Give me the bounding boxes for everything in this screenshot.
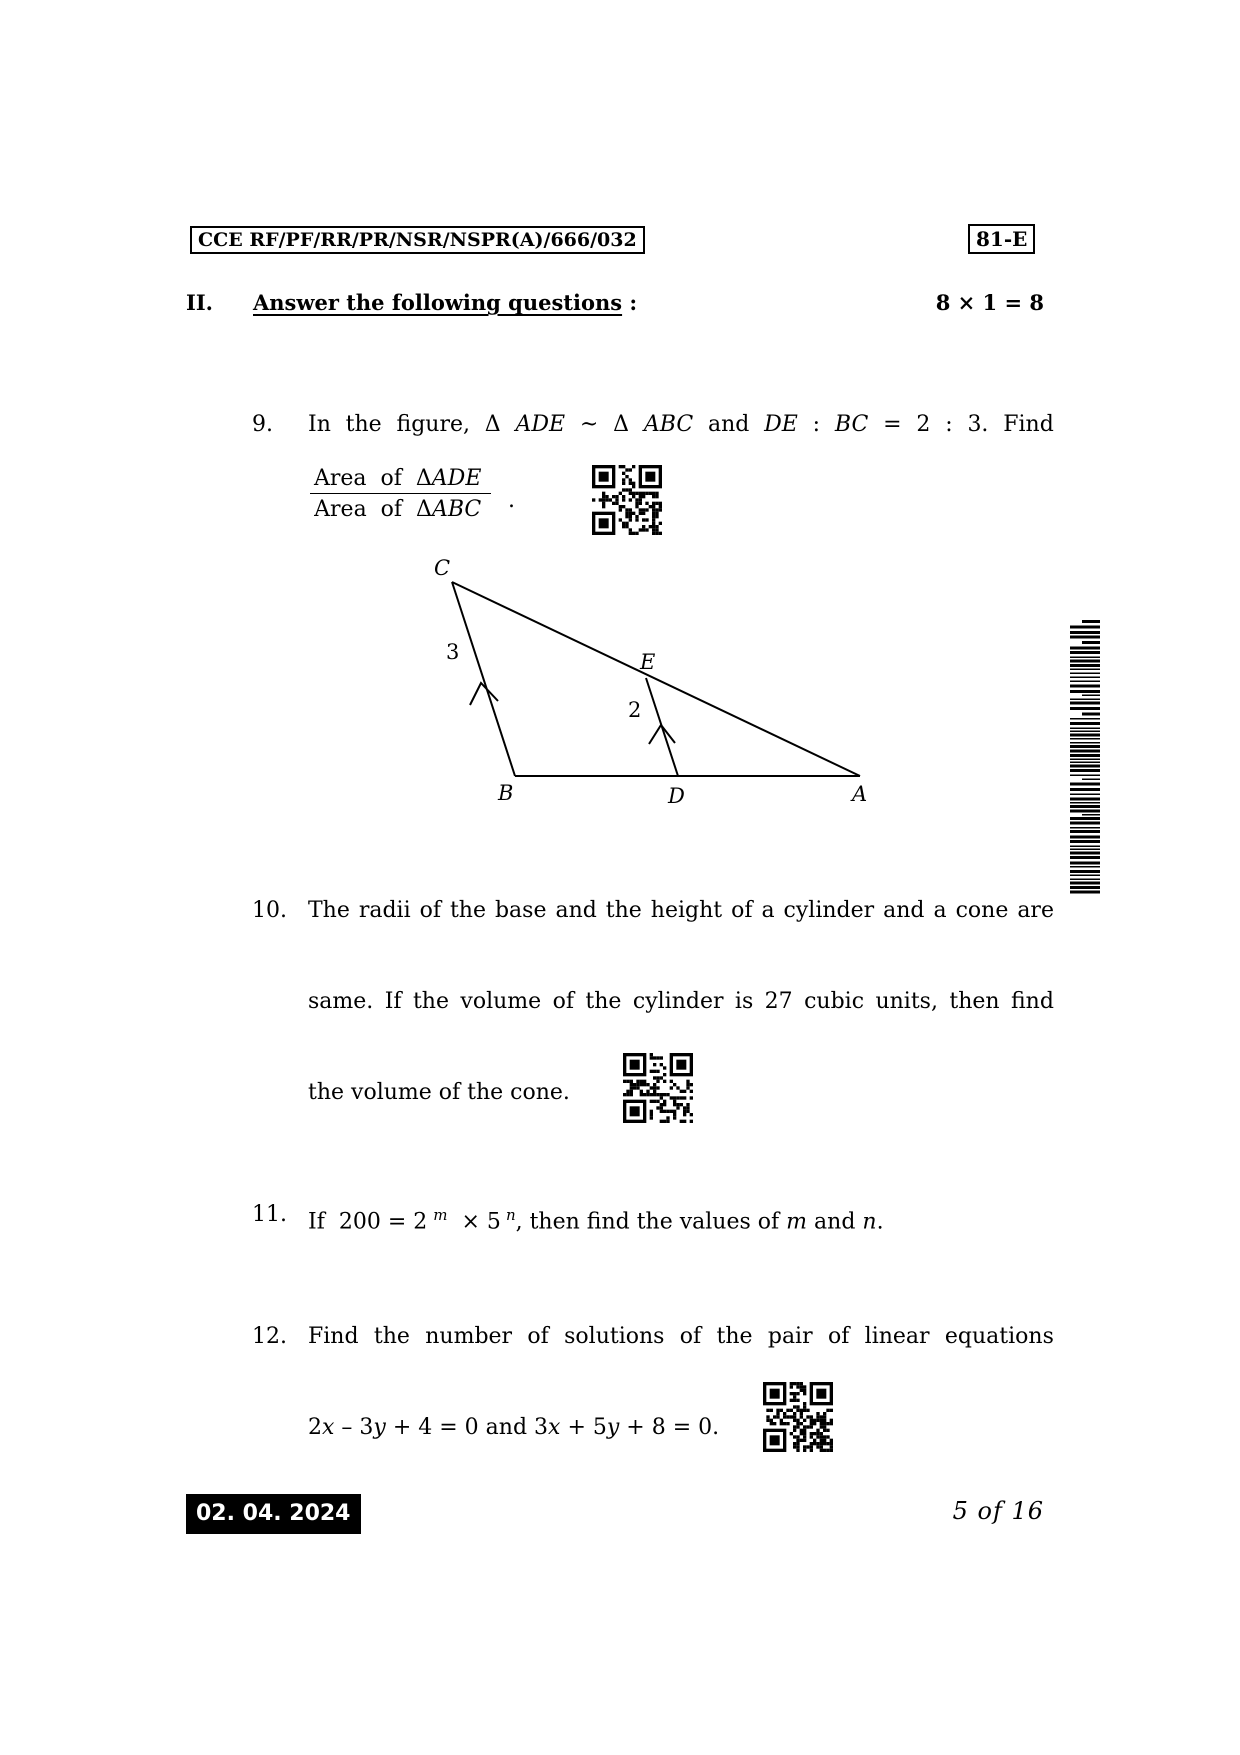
barcode-icon — [1070, 620, 1100, 895]
section-title-colon: : — [629, 290, 638, 315]
q9-period: . — [508, 488, 515, 513]
section-number: II. — [186, 290, 213, 315]
numerator-prefix: Area of Δ — [314, 466, 432, 491]
word: find — [1011, 989, 1054, 1014]
word: cone — [955, 898, 1009, 923]
word: of — [731, 898, 753, 923]
word: ADE — [515, 412, 566, 437]
q10-line3: the volume of the cone. — [308, 1080, 570, 1105]
triangle-lines — [452, 582, 860, 776]
word: the — [345, 412, 382, 437]
q11-text — [308, 1202, 884, 1235]
segment-cb — [452, 582, 515, 776]
word: Δ — [484, 412, 501, 437]
word: height — [650, 898, 723, 923]
label-ed-length: 2 — [628, 698, 642, 722]
qr-code-icon — [592, 465, 662, 535]
period: . — [876, 1209, 884, 1235]
word: of — [827, 1324, 850, 1349]
word: the — [716, 1324, 753, 1349]
label-cb-length: 3 — [446, 640, 460, 664]
label-b: B — [498, 781, 514, 805]
eq-var: y — [606, 1415, 620, 1440]
word: the — [605, 898, 642, 923]
word: Find — [1003, 412, 1054, 437]
eq-var: y — [373, 1415, 386, 1440]
word: a — [933, 898, 947, 923]
word: BC — [834, 412, 869, 437]
word: is — [734, 989, 754, 1014]
q10-line1 — [308, 898, 1054, 924]
eq-part: + 4 = 0 and 3 — [385, 1415, 549, 1440]
label-a: A — [852, 782, 868, 806]
arrow-ed-icon — [649, 725, 675, 744]
word: number — [425, 1324, 513, 1349]
word: cylinder — [783, 898, 875, 923]
equation-times: × 5 — [461, 1209, 501, 1235]
word: and — [555, 898, 597, 923]
eq-part: + 5 — [560, 1415, 607, 1440]
word: ABC — [643, 412, 694, 437]
word: of — [419, 898, 441, 923]
q12-equation — [308, 1415, 719, 1441]
paper-code: CCE RF/PF/RR/PR/NSR/NSPR(A)/666/032 — [190, 226, 645, 254]
word: of — [527, 1324, 549, 1349]
numerator-var: ADE — [431, 466, 482, 491]
arrow-cb-icon — [470, 683, 498, 705]
label-d: D — [668, 784, 685, 808]
word: Δ — [613, 412, 630, 437]
word: DE — [764, 412, 798, 437]
word: the — [412, 989, 449, 1014]
word: radii — [358, 898, 411, 923]
word: 2 — [916, 412, 931, 437]
exponent-m: m — [433, 1206, 448, 1224]
exponent-n: n — [505, 1206, 516, 1224]
word: 3. — [967, 412, 989, 437]
eq-var: x — [548, 1415, 561, 1440]
word: base — [494, 898, 547, 923]
q11-number: 11. — [252, 1202, 287, 1227]
word: of — [679, 1324, 702, 1349]
fraction-numerator — [310, 466, 491, 494]
label-e: E — [640, 650, 656, 674]
word: are — [1017, 898, 1054, 923]
equation-left: 200 = 2 — [338, 1209, 428, 1235]
word: the — [585, 989, 622, 1014]
eq-part: – 3 — [334, 1415, 374, 1440]
var-m: m — [786, 1209, 808, 1235]
word: In — [308, 412, 331, 437]
qr-code-icon — [623, 1053, 693, 1123]
word: solutions — [564, 1324, 665, 1349]
denominator-prefix: Area of Δ — [314, 497, 432, 522]
word: ~ — [579, 412, 599, 437]
word: the — [373, 1324, 410, 1349]
word: and — [707, 412, 750, 437]
word: units, — [875, 989, 938, 1014]
word: figure, — [396, 412, 470, 437]
eq-var: x — [322, 1415, 335, 1440]
q12-number: 12. — [252, 1324, 287, 1349]
word: and — [814, 1209, 856, 1235]
word: and — [883, 898, 925, 923]
q12-line1 — [308, 1324, 1054, 1350]
qr-code-icon — [763, 1382, 833, 1452]
q10-number: 10. — [252, 898, 287, 923]
eq-part: 2 — [308, 1415, 322, 1440]
q9-fraction — [310, 466, 491, 522]
exam-date: 02. 04. 2024 — [186, 1494, 361, 1534]
eq-part: + 8 = 0. — [619, 1415, 720, 1440]
q11-rest: , then find the values of — [515, 1209, 780, 1235]
word: pair — [767, 1324, 813, 1349]
word: cylinder — [632, 989, 724, 1014]
triangle-figure — [420, 555, 890, 815]
word: : — [945, 412, 953, 437]
q9-number: 9. — [252, 412, 273, 437]
denominator-var: ABC — [431, 497, 482, 522]
q9-line1 — [308, 412, 1054, 438]
paper-id: 81-E — [968, 224, 1035, 254]
fraction-denominator — [310, 494, 491, 522]
label-c: C — [434, 556, 451, 580]
word: = — [883, 412, 902, 437]
word: a — [761, 898, 775, 923]
word: 27 — [764, 989, 793, 1014]
word: then — [949, 989, 1000, 1014]
q10-line2 — [308, 989, 1054, 1015]
word: Find — [308, 1324, 359, 1349]
segment-ca — [452, 582, 860, 776]
section-marks: 8 × 1 = 8 — [935, 290, 1044, 315]
word: same. — [308, 989, 374, 1014]
word: : — [812, 412, 821, 437]
word: of — [552, 989, 574, 1014]
word: If — [308, 1209, 325, 1235]
section-title-text: Answer the following questions — [253, 290, 623, 315]
page-number: 5 of 16 — [952, 1497, 1044, 1525]
word: cubic — [804, 989, 865, 1014]
word: linear — [864, 1324, 930, 1349]
word: volume — [460, 989, 542, 1014]
word: If — [384, 989, 402, 1014]
word: the — [449, 898, 486, 923]
section-title — [253, 290, 637, 315]
word: equations — [944, 1324, 1054, 1349]
var-n: n — [862, 1209, 877, 1235]
word: The — [308, 898, 350, 923]
